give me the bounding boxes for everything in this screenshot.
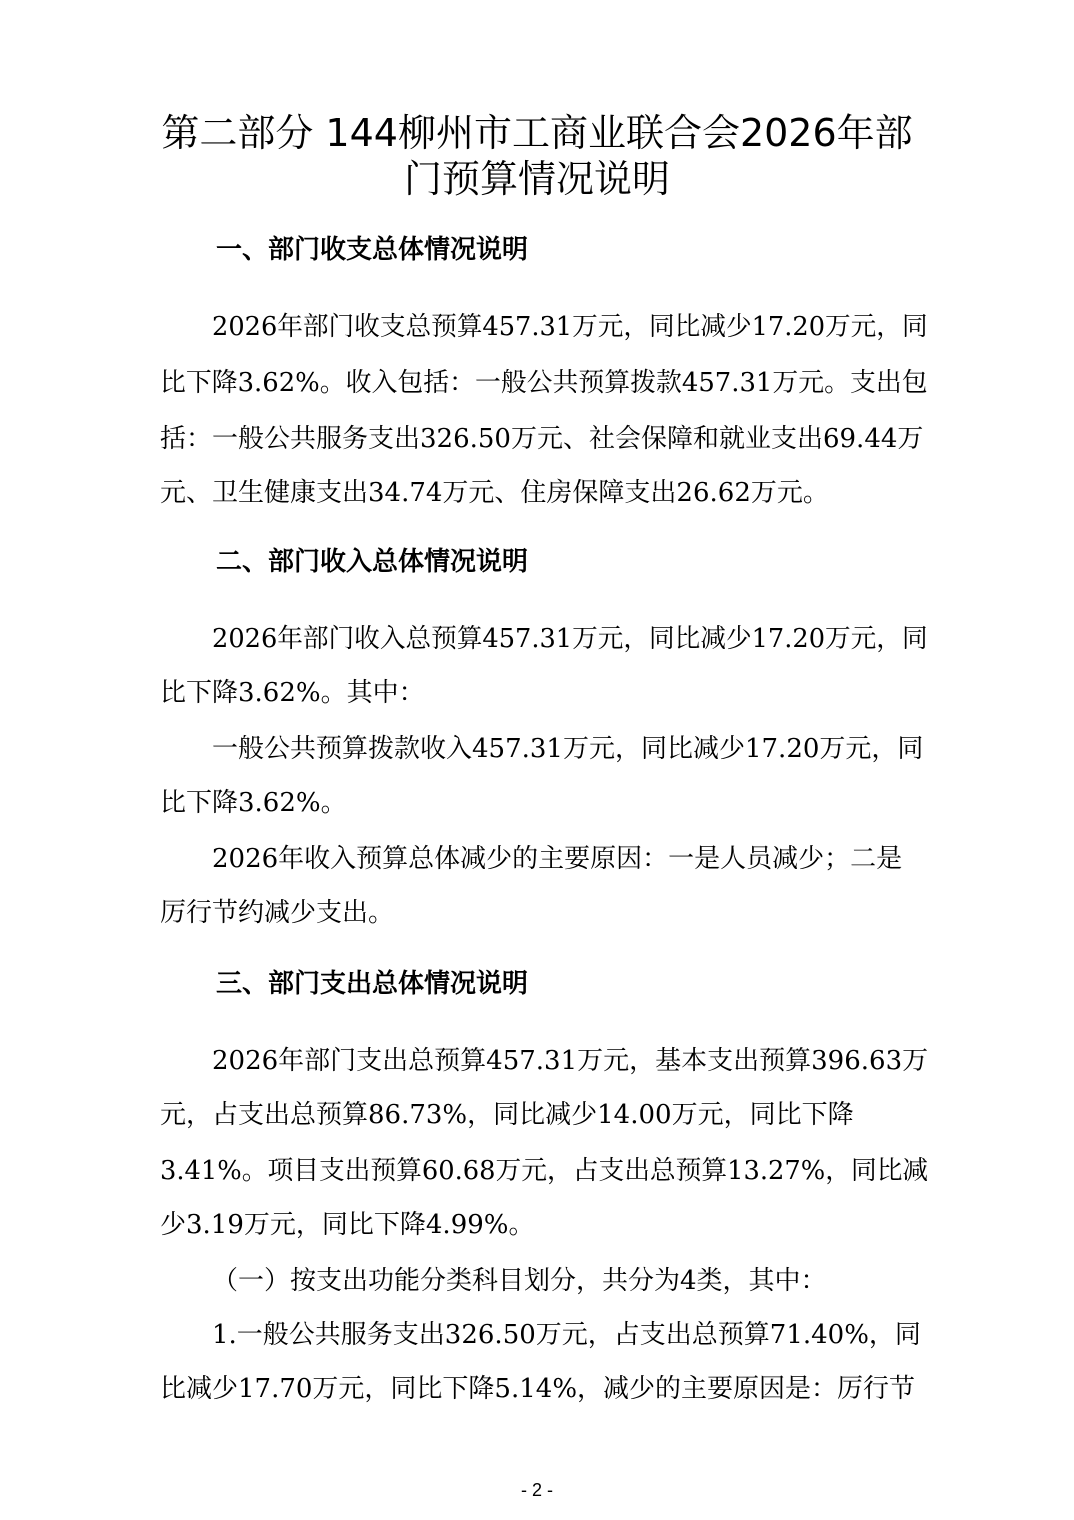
paragraph-line: 2026年部门收入总预算457.31万元，同比减少17.20万元，同: [212, 624, 928, 654]
paragraph-line: 比下降3.62%。: [160, 788, 347, 818]
paragraph-line: 比下降3.62%。其中：: [160, 678, 425, 708]
paragraph-line: 厉行节约减少支出。: [160, 898, 395, 928]
section-2-heading: 二、部门收入总体情况说明: [216, 547, 529, 577]
paragraph-line: 3.41%。项目支出预算60.68万元，占支出总预算13.27%，同比减: [160, 1156, 929, 1186]
page-title-line-2: 门预算情况说明: [403, 157, 670, 201]
paragraph-line: 比下降3.62%。收入包括：一般公共预算拨款457.31万元。支出包: [160, 368, 928, 398]
paragraph-line: 括：一般公共服务支出326.50万元、社会保障和就业支出69.44万: [160, 424, 924, 454]
page-number: - 2 -: [520, 1480, 553, 1500]
paragraph-line: 1.一般公共服务支出326.50万元，占支出总预算71.40%，同: [212, 1320, 921, 1350]
paragraph-line: 2026年部门收支总预算457.31万元，同比减少17.20万元，同: [212, 312, 928, 342]
paragraph-line: 元，占支出总预算86.73%，同比减少14.00万元，同比下降: [160, 1100, 854, 1130]
subsection-heading: （一）按支出功能分类科目划分，共分为4类，其中：: [212, 1266, 827, 1296]
paragraph-line: 2026年收入预算总体减少的主要原因：一是人员减少；二是: [212, 844, 903, 874]
page-title: [120, 110, 954, 202]
paragraph-line: 2026年部门支出总预算457.31万元，基本支出预算396.63万: [212, 1046, 929, 1076]
paragraph-line: 少3.19万元，同比下降4.99%。: [160, 1210, 535, 1240]
paragraph-line: 元、卫生健康支出34.74万元、住房保障支出26.62万元。: [160, 478, 829, 508]
paragraph-line: 比减少17.70万元，同比下降5.14%，减少的主要原因是：厉行节: [160, 1374, 916, 1404]
section-3-heading: 三、部门支出总体情况说明: [216, 969, 529, 999]
page-title-line-1: 第二部分 144柳州市工商业联合会2026年部: [161, 111, 913, 155]
paragraph-line: 一般公共预算拨款收入457.31万元，同比减少17.20万元，同: [212, 734, 924, 764]
section-1-heading: 一、部门收支总体情况说明: [216, 235, 529, 265]
